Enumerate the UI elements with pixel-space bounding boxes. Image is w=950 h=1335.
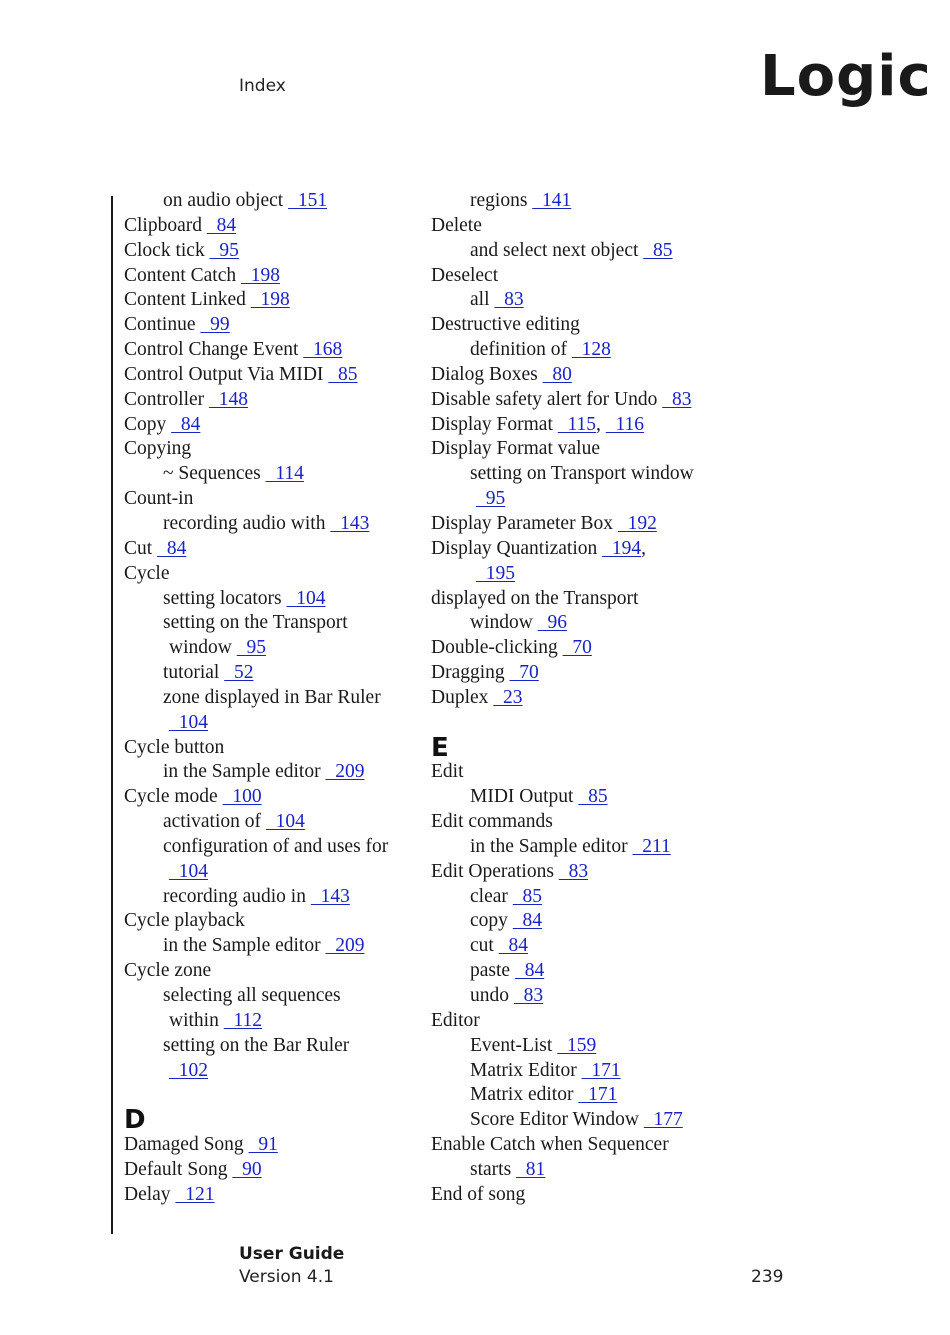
index-term: selecting all sequences — [163, 985, 341, 1006]
page-link[interactable]: 104 — [169, 711, 208, 733]
index-term: Cut — [124, 537, 153, 559]
index-term: Cycle mode — [124, 786, 218, 808]
page-link[interactable]: 115 — [557, 413, 597, 435]
page-link[interactable]: 83 — [513, 985, 544, 1006]
index-term: cut — [470, 935, 494, 957]
page-link[interactable]: 171 — [581, 1059, 621, 1081]
index-term: Edit — [431, 761, 464, 783]
index-subentry — [124, 512, 424, 537]
index-entry — [124, 1183, 424, 1208]
index-term: window — [470, 612, 533, 634]
page-link[interactable]: 83 — [494, 289, 524, 311]
page-link[interactable]: 95 — [209, 239, 239, 261]
index-entry — [431, 636, 731, 661]
index-subentry — [124, 860, 424, 885]
index-term: Clock tick — [124, 239, 205, 261]
index-column-left — [124, 189, 424, 1208]
index-term: in the Sample editor — [163, 761, 321, 783]
index-term: zone displayed in Bar Ruler — [163, 686, 381, 708]
index-term: Content Linked — [124, 289, 246, 311]
index-subentry — [431, 835, 731, 860]
index-entry — [124, 239, 424, 264]
index-entry — [124, 562, 424, 587]
page-link[interactable]: 84 — [171, 413, 201, 435]
column-rule — [111, 196, 113, 1234]
index-subentry — [124, 1059, 424, 1084]
index-entry — [431, 587, 731, 612]
page-link[interactable]: 209 — [325, 761, 365, 783]
index-term: Enable Catch when Sequencer — [431, 1134, 669, 1156]
page-link[interactable]: 95 — [476, 488, 506, 510]
index-entry — [431, 363, 731, 388]
index-term: copy — [470, 910, 508, 932]
index-term: Cycle button — [124, 736, 225, 758]
index-subentry — [124, 934, 424, 959]
page-link[interactable]: 121 — [175, 1183, 215, 1205]
index-term: Deselect — [431, 264, 499, 286]
page-link[interactable]: 168 — [303, 339, 343, 361]
page-number: 239 — [751, 1267, 784, 1287]
index-term: Edit Operations — [431, 860, 554, 882]
page-link[interactable]: 141 — [532, 190, 572, 211]
index-spacer — [431, 711, 731, 736]
logic-logo: Logic — [760, 44, 932, 109]
index-term: Count-in — [124, 488, 194, 510]
index-term: End of song — [431, 1183, 526, 1205]
page-link[interactable]: 148 — [209, 388, 249, 410]
index-term: in the Sample editor — [163, 935, 321, 957]
page-link[interactable]: 198 — [240, 264, 280, 286]
index-spacer — [124, 1083, 424, 1108]
index-entry — [431, 313, 731, 338]
index-subentry — [124, 810, 424, 835]
page-link[interactable]: 177 — [643, 1109, 683, 1131]
index-term: Double-clicking — [431, 637, 558, 659]
index-letter-text: E — [431, 732, 449, 763]
index-term: Control Output Via MIDI — [124, 363, 324, 385]
index-term: Matrix editor — [470, 1084, 574, 1106]
index-term: Clipboard — [124, 214, 202, 236]
page-link[interactable]: 198 — [250, 289, 290, 311]
index-subentry — [431, 338, 731, 363]
page-link[interactable]: 143 — [310, 885, 350, 907]
guide-version: Version 4.1 — [239, 1267, 334, 1287]
index-term: activation of — [163, 811, 262, 833]
page-link[interactable]: 85 — [643, 239, 673, 261]
index-term: Display Parameter Box — [431, 512, 613, 534]
index-subentry — [124, 686, 424, 711]
index-subentry — [431, 1034, 731, 1059]
page-link[interactable]: 81 — [516, 1158, 546, 1180]
index-entry — [431, 1133, 731, 1158]
page-link[interactable]: 85 — [578, 786, 608, 808]
page-link[interactable]: 84 — [512, 910, 543, 932]
index-term: MIDI Output — [470, 786, 574, 808]
index-entry — [431, 760, 731, 785]
index-term: Control Change Event — [124, 339, 299, 361]
index-subentry — [124, 611, 424, 636]
index-term: setting locators — [163, 587, 282, 609]
index-term: Damaged Song — [124, 1134, 244, 1156]
index-term: Continue — [124, 314, 196, 336]
index-subentry — [431, 1108, 731, 1133]
index-subentry — [431, 562, 731, 587]
page-link[interactable]: 116 — [605, 413, 645, 435]
index-term: displayed on the Transport — [431, 587, 639, 609]
index-subentry — [431, 189, 731, 214]
index-term: within — [169, 1009, 219, 1031]
index-term: on audio object — [163, 190, 284, 211]
index-term: regions — [470, 190, 528, 211]
page-link[interactable]: 159 — [557, 1034, 597, 1056]
index-entry — [124, 363, 424, 388]
index-term: undo — [470, 985, 509, 1006]
page-link[interactable]: 91 — [248, 1134, 278, 1156]
index-term: paste — [470, 960, 511, 982]
page-link[interactable]: 70 — [562, 637, 592, 659]
index-term: Display Quantization — [431, 537, 598, 559]
index-entry — [124, 338, 424, 363]
page-link[interactable]: 99 — [200, 314, 230, 336]
index-letter-text: D — [124, 1105, 146, 1136]
index-subentry — [431, 1059, 731, 1084]
index-subentry — [431, 1083, 731, 1108]
index-subentry — [124, 760, 424, 785]
index-subentry — [124, 636, 424, 661]
index-letter-heading — [431, 732, 731, 763]
trailing-punctuation: , — [641, 537, 647, 559]
index-term: Display Format — [431, 413, 553, 435]
page-link[interactable]: 100 — [222, 786, 262, 808]
index-entry — [124, 1158, 424, 1183]
page-link[interactable]: 151 — [288, 190, 328, 211]
index-subentry — [124, 984, 424, 1009]
page-link[interactable]: 192 — [617, 512, 657, 534]
index-entry — [431, 1009, 731, 1034]
index-term: window — [169, 637, 232, 659]
page-link[interactable]: 85 — [512, 885, 543, 907]
index-subentry — [431, 959, 731, 984]
index-term: ~ Sequences — [163, 463, 261, 485]
index-subentry — [431, 288, 731, 313]
index-entry — [431, 388, 731, 413]
page-link[interactable]: 128 — [571, 339, 611, 361]
index-term: Editor — [431, 1009, 480, 1031]
index-entry — [124, 214, 424, 239]
page-link[interactable]: 102 — [169, 1059, 208, 1081]
index-term: Event-List — [470, 1034, 553, 1056]
index-entry — [431, 1183, 731, 1208]
index-term: Delay — [124, 1183, 171, 1205]
page-link[interactable]: 23 — [493, 686, 523, 708]
index-entry — [124, 1133, 424, 1158]
index-term: in the Sample editor — [470, 835, 628, 857]
page-link[interactable]: 84 — [206, 214, 237, 236]
index-term: Dialog Boxes — [431, 363, 538, 385]
index-term: Score Editor Window — [470, 1109, 639, 1131]
index-term: Edit commands — [431, 811, 553, 833]
index-entry: Display Format 115, 116 — [431, 413, 645, 435]
page-link[interactable]: 211 — [632, 835, 671, 857]
page-link[interactable]: 104 — [265, 811, 305, 833]
index-term: Disable safety alert for Undo — [431, 388, 658, 410]
page-link[interactable]: 70 — [509, 662, 539, 684]
page-link[interactable]: 112 — [223, 1009, 262, 1031]
page-link[interactable]: 104 — [169, 860, 208, 882]
index-entry — [124, 736, 424, 761]
page-link[interactable]: 171 — [578, 1084, 618, 1106]
index-entry — [124, 264, 424, 289]
index-term: configuration of and uses for — [163, 835, 389, 857]
index-subentry — [124, 587, 424, 612]
index-subentry — [431, 785, 731, 810]
page-link[interactable]: 143 — [330, 512, 370, 534]
page-link[interactable]: 90 — [232, 1158, 262, 1180]
index-term: Cycle zone — [124, 960, 212, 982]
page-link[interactable]: 84 — [157, 537, 187, 559]
index-subentry — [431, 1158, 731, 1183]
index-term: definition of — [470, 339, 567, 361]
index-term: Copying — [124, 438, 192, 460]
page-link[interactable]: 52 — [224, 662, 254, 684]
page-link[interactable]: 195 — [476, 562, 515, 584]
index-subentry — [124, 835, 424, 860]
index-term: Destructive editing — [431, 314, 580, 336]
page-link[interactable]: 194 — [602, 537, 642, 559]
index-subentry — [431, 885, 731, 910]
index-term: Display Format value — [431, 438, 600, 460]
index-entry — [124, 313, 424, 338]
index-entry — [124, 909, 424, 934]
index-entry — [431, 537, 731, 562]
page-link[interactable]: 84 — [514, 960, 545, 982]
index-entry — [431, 661, 731, 686]
index-term: tutorial — [163, 662, 220, 684]
index-entry — [124, 487, 424, 512]
index-term: Default Song — [124, 1158, 228, 1180]
index-term: clear — [470, 885, 508, 907]
index-term: Matrix Editor — [470, 1059, 577, 1081]
index-letter-heading — [124, 1105, 424, 1136]
page-link[interactable]: 104 — [286, 587, 326, 609]
index-term: recording audio with — [163, 512, 326, 534]
index-entry — [431, 810, 731, 835]
page-link[interactable]: 83 — [662, 388, 692, 410]
page-link[interactable]: 85 — [328, 363, 358, 385]
index-subentry — [124, 1034, 424, 1059]
index-term: Controller — [124, 388, 205, 410]
index-entry — [124, 437, 424, 462]
index-subentry — [431, 909, 731, 934]
index-term: Content Catch — [124, 264, 237, 286]
index-entry — [431, 264, 731, 289]
index-term: setting on the Bar Ruler — [163, 1034, 350, 1056]
page-link[interactable]: 80 — [542, 363, 572, 385]
guide-title: User Guide — [239, 1244, 345, 1264]
page-link[interactable]: 83 — [558, 860, 589, 882]
index-term: setting on the Transport — [163, 612, 348, 634]
index-subentry — [124, 462, 424, 487]
section-label: Index — [239, 76, 286, 96]
index-subentry — [124, 711, 424, 736]
index-entry — [431, 512, 731, 537]
page-link[interactable]: 96 — [537, 612, 567, 634]
index-entry — [124, 537, 424, 562]
page-link[interactable]: 84 — [498, 935, 528, 957]
page-link[interactable]: 114 — [265, 463, 304, 485]
index-term: Cycle — [124, 562, 170, 584]
page-link[interactable]: 95 — [236, 637, 266, 659]
index-subentry — [124, 661, 424, 686]
index-entry — [431, 437, 731, 462]
index-term: Delete — [431, 214, 482, 236]
index-entry — [431, 686, 731, 711]
index-entry — [124, 288, 424, 313]
index-term: and select next object — [470, 239, 639, 261]
index-term: Cycle playback — [124, 910, 245, 932]
index-subentry — [431, 487, 731, 512]
index-entry — [431, 214, 731, 239]
index-term: Duplex — [431, 686, 489, 708]
index-subentry — [124, 885, 424, 910]
index-entry — [124, 785, 424, 810]
index-term: Dragging — [431, 662, 505, 684]
index-subentry — [431, 462, 731, 487]
index-column-right — [431, 189, 731, 1208]
index-term: all — [470, 289, 490, 311]
index-subentry — [431, 984, 731, 1009]
index-term: starts — [470, 1158, 512, 1180]
index-entry — [124, 413, 424, 438]
index-subentry — [431, 611, 731, 636]
index-term: recording audio in — [163, 885, 306, 907]
index-term: Copy — [124, 413, 167, 435]
index-entry — [124, 388, 424, 413]
index-entry — [124, 959, 424, 984]
index-subentry — [431, 239, 731, 264]
page-link[interactable]: 209 — [325, 935, 365, 957]
index-subentry — [124, 1009, 424, 1034]
index-subentry — [431, 934, 731, 959]
index-term: setting on Transport window — [470, 463, 694, 485]
index-entry — [431, 860, 731, 885]
index-subentry — [124, 189, 424, 214]
